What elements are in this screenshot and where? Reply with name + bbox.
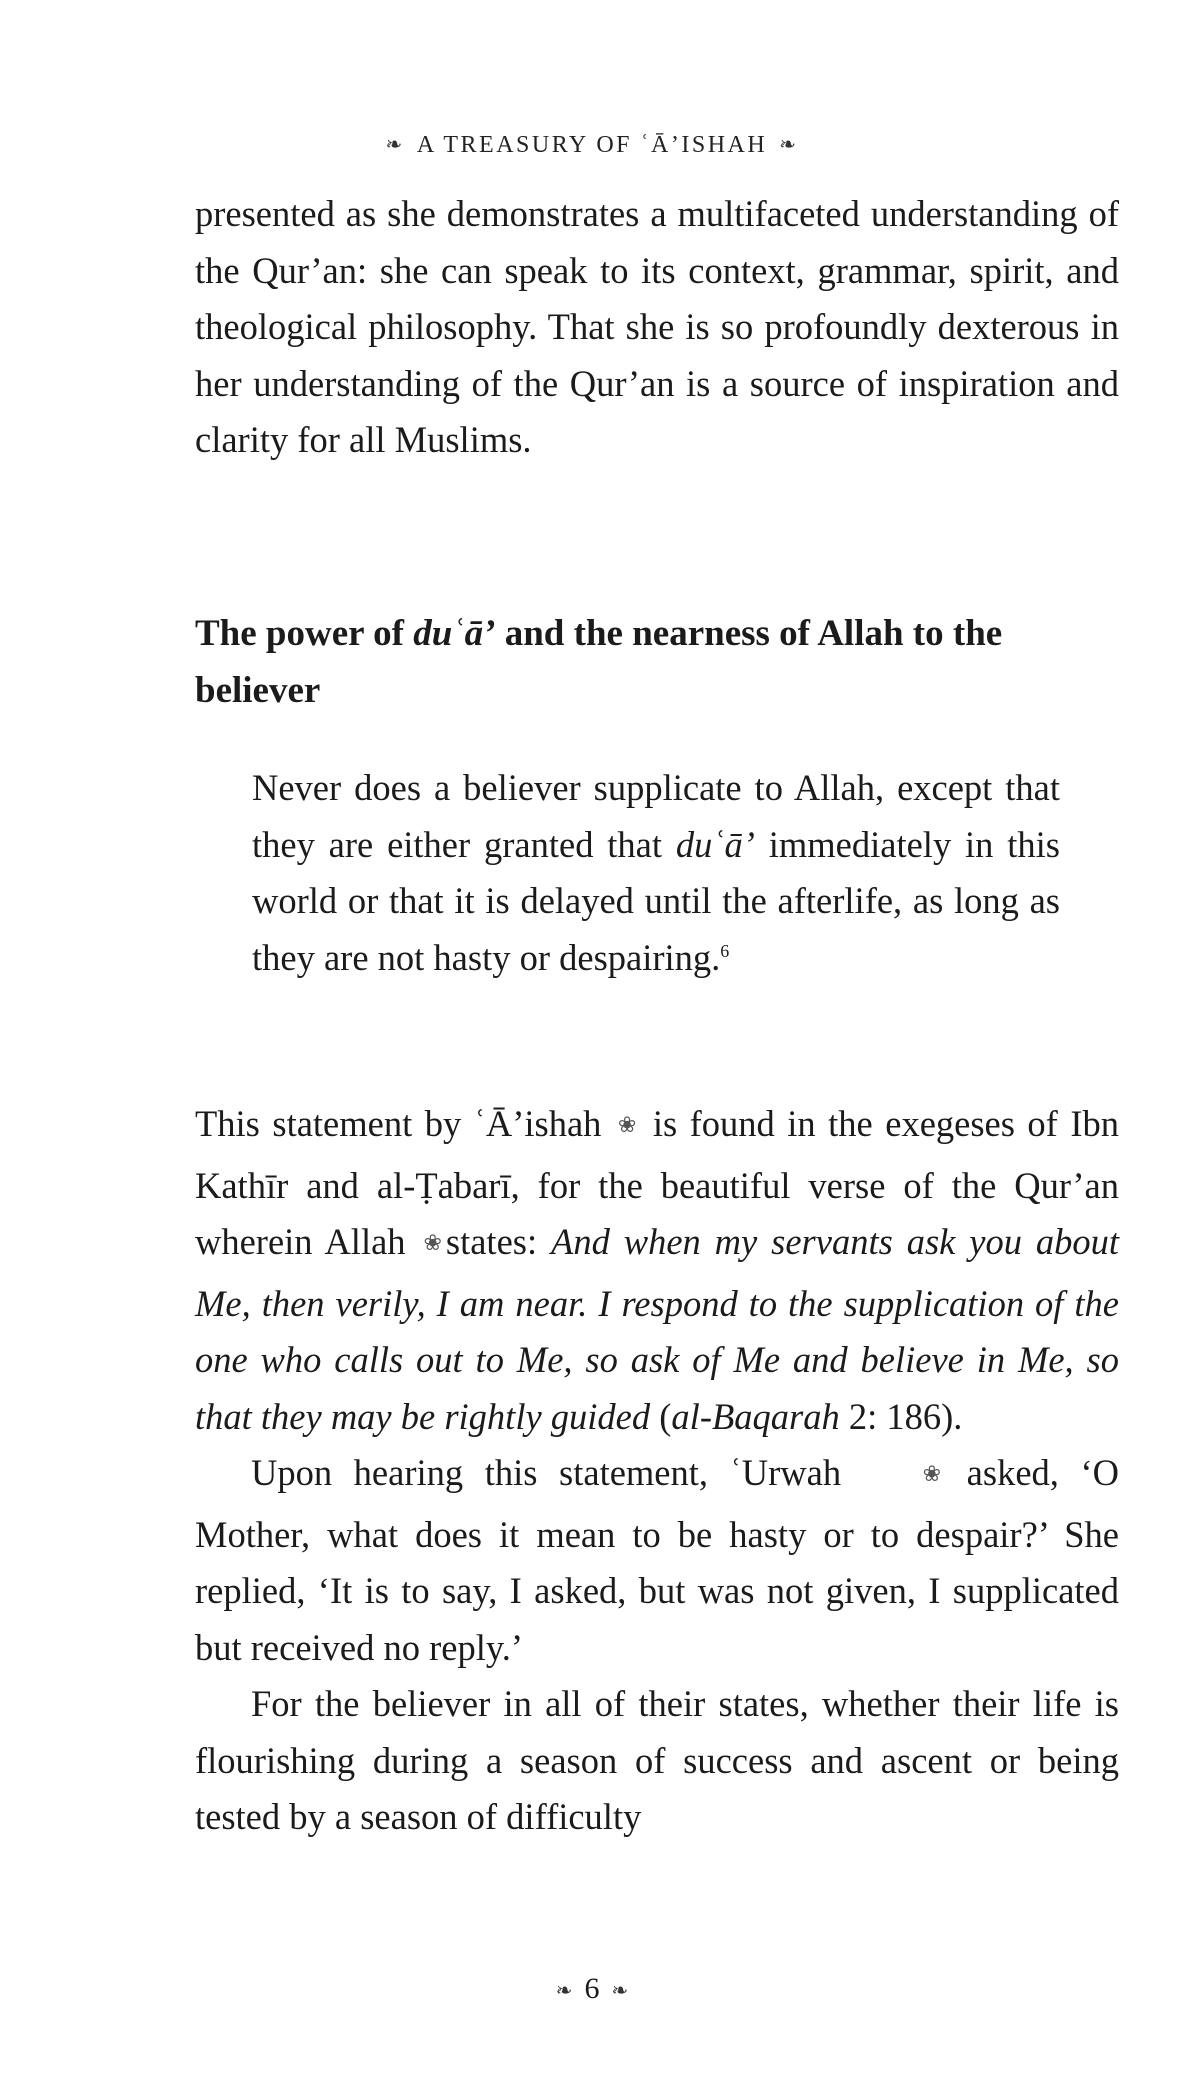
- quote-text-b: immediately in this world or that it is delayed until the afterlife, as long as they are not hasty or despairing.: [252, 823, 1060, 978]
- section-heading: [195, 605, 1095, 719]
- page-number: 6: [584, 1972, 600, 2005]
- ornament-right-icon: ❧: [611, 1980, 629, 2002]
- heading-part-1: The power of: [195, 613, 414, 654]
- para3-text-b: asked, ‘O Mother, what does it mean to be hasty or to despair?’ She replied, ‘It is to say, I asked, but was not given, I supplicated but received no reply.’: [195, 1452, 1119, 1668]
- running-head: [0, 132, 1184, 159]
- body-paragraphs: [195, 1096, 1119, 1846]
- para2-text-a: This statement by ʿĀ’ishah: [195, 1103, 614, 1144]
- para3-text-a: Upon hearing this statement, ʿUrwah: [251, 1452, 863, 1493]
- paragraph-top-text: presented as she demonstrates a multifaceted understanding of the Qur’an: she can speak to its context, grammar, spirit, and theological philosophy. That she is so profoundly dexterous in her understanding of the Qur’an is a source of inspiration and clarity for all Muslims.: [195, 193, 1119, 460]
- quran-verse: And when my servants ask you about Me, then verily, I am near. I respond to the supplication of the one who calls out to Me, so ask of Me and believe in Me, so that they may be rightly guided: [195, 1221, 1119, 1437]
- heading-part-2: and the nearness of Allah to the believer: [195, 613, 1003, 711]
- heading-term: duʿā’: [413, 613, 496, 654]
- footnote-marker: 6: [720, 940, 730, 961]
- ornament-right-icon: ❧: [779, 134, 799, 156]
- paragraph-continued: [195, 186, 1119, 469]
- para2-text-c: states:: [445, 1221, 552, 1262]
- para2-text-b: is found in the exegeses of Ibn Kathīr and al-Ṭabarī, for the beautiful verse of the Qur’an wherein Allah: [195, 1103, 1119, 1262]
- quote-term: duʿā’: [675, 823, 755, 865]
- paragraph-4: For the believer in all of their states, whether their life is flourishing during a season of success and ascent or being tested by a season of difficulty: [195, 1683, 1119, 1837]
- honorific-icon: ❀: [922, 1461, 942, 1486]
- honorific-icon: ❀: [423, 1230, 442, 1255]
- paragraph-2: [195, 1096, 1119, 1445]
- ornament-left-icon: ❧: [555, 1980, 573, 2002]
- running-title: A TREASURY OF ʿĀ’ISHAH: [416, 132, 768, 158]
- ornament-left-icon: ❧: [385, 134, 405, 156]
- quote-text-a: Never does a believer supplicate to Allah, except that they are either granted that: [252, 767, 1060, 865]
- block-quote: [252, 760, 1060, 986]
- honorific-icon: ❀: [617, 1112, 637, 1137]
- ref-surah: al-Baqarah: [671, 1395, 840, 1437]
- ref-close: 2: 186).: [839, 1395, 963, 1437]
- ref-open: (: [650, 1395, 672, 1437]
- paragraph-3: [195, 1445, 1119, 1676]
- page-number-footer: [0, 1972, 1184, 2006]
